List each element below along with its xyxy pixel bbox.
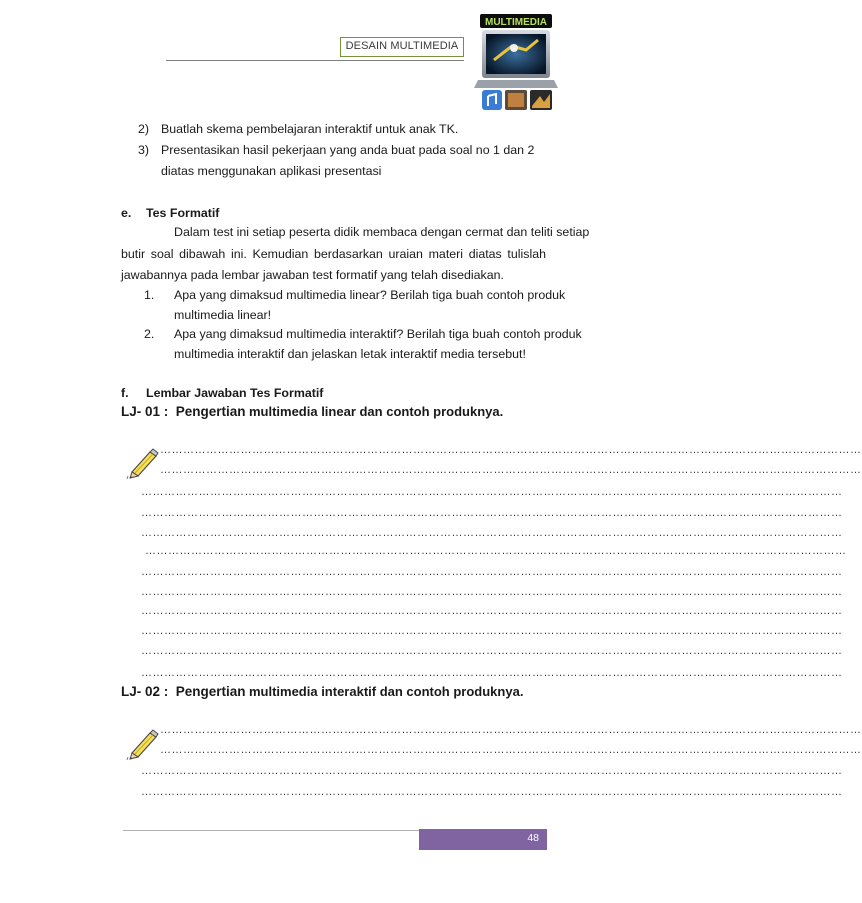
page-number-box — [419, 829, 547, 850]
answer-line[interactable]: ………………………………………………………………………………………………………………………………………………………………… — [141, 765, 843, 777]
lj-01-heading — [121, 404, 503, 420]
section-e-para-line-2: butir soal dibawah ini. Kemudian berdasarkan uraian materi diatas tulislah — [121, 247, 546, 261]
lj-02-title-lead: Pengertian — [175, 684, 246, 699]
answer-line[interactable]: ………………………………………………………………………………………………………………………………………………………………… — [160, 724, 862, 736]
answer-line[interactable]: ………………………………………………………………………………………………………………………………………………………………… — [141, 625, 843, 637]
section-e-para-line-3: jawabannya pada lembar jawaban test formatif yang telah disediakan. — [121, 268, 504, 282]
answer-line[interactable]: ………………………………………………………………………………………………………………………………………………………………… — [141, 507, 843, 519]
footer-rule — [123, 830, 419, 831]
answer-line[interactable]: ………………………………………………………………………………………………………………………………………………………………… — [145, 545, 847, 557]
task-2-text: Buatlah skema pembelajaran interaktif untuk anak TK. — [161, 122, 459, 136]
lj-01-title-rest: multimedia linear dan contoh produknya. — [248, 404, 504, 419]
header-badge: DESAIN MULTIMEDIA — [340, 37, 464, 57]
task-2-number: 2) — [138, 122, 150, 136]
page-number: 48 — [527, 832, 539, 844]
section-f-title: Lembar Jawaban Tes Formatif — [146, 386, 324, 400]
answer-line[interactable]: ………………………………………………………………………………………………………………………………………………………………… — [141, 605, 843, 617]
svg-text:MULTIMEDIA: MULTIMEDIA — [484, 17, 548, 28]
pencil-icon — [126, 727, 160, 761]
answer-line[interactable]: ………………………………………………………………………………………………………………………………………………………………… — [141, 786, 843, 798]
answer-line[interactable]: ………………………………………………………………………………………………………………………………………………………………… — [141, 586, 843, 598]
answer-line[interactable]: ………………………………………………………………………………………………………………………………………………………………… — [141, 527, 843, 539]
section-f-letter: f. — [121, 386, 129, 400]
section-e-letter: e. — [121, 206, 132, 220]
question-2-line-1: Apa yang dimaksud multimedia interaktif? Berilah tiga buah contoh produk — [174, 327, 582, 341]
question-1-line-1: Apa yang dimaksud multimedia linear? Berilah tiga buah contoh produk — [174, 288, 566, 302]
lj-01-title-lead: Pengertian — [175, 404, 246, 419]
task-3-text: Presentasikan hasil pekerjaan yang anda buat pada soal no 1 dan 2 — [161, 143, 535, 157]
lj-01-code: LJ- 01 : — [121, 404, 169, 419]
answer-line[interactable]: ………………………………………………………………………………………………………………………………………………………………… — [141, 645, 843, 657]
question-1-number: 1. — [144, 288, 155, 302]
answer-line[interactable]: ………………………………………………………………………………………………………………………………………………………………… — [160, 744, 862, 756]
section-e-para-line-1: Dalam test ini setiap peserta didik membaca dengan cermat dan teliti setiap — [174, 225, 590, 239]
lj-02-code: LJ- 02 : — [121, 684, 169, 699]
section-e-title: Tes Formatif — [146, 206, 220, 220]
answer-line[interactable]: ………………………………………………………………………………………………………………………………………………………………… — [160, 444, 862, 456]
question-2-number: 2. — [144, 327, 155, 341]
task-3-text-cont: diatas menggunakan aplikasi presentasi — [161, 164, 382, 178]
question-2-line-2: multimedia interaktif dan jelaskan letak interaktif media tersebut! — [174, 347, 526, 361]
answer-line[interactable]: ………………………………………………………………………………………………………………………………………………………………… — [160, 464, 862, 476]
task-3-number: 3) — [138, 143, 150, 157]
multimedia-logo — [474, 10, 558, 114]
answer-line[interactable]: ………………………………………………………………………………………………………………………………………………………………… — [141, 566, 843, 578]
lj-02-title-rest: multimedia interaktif dan contoh produknya. — [248, 684, 524, 699]
lj-02-heading — [121, 684, 523, 700]
header-rule — [166, 60, 464, 61]
question-1-line-2: multimedia linear! — [174, 308, 272, 322]
pencil-icon — [126, 446, 160, 480]
answer-line[interactable]: ………………………………………………………………………………………………………………………………………………………………… — [141, 486, 843, 498]
answer-line[interactable]: ………………………………………………………………………………………………………………………………………………………………… — [141, 667, 843, 679]
